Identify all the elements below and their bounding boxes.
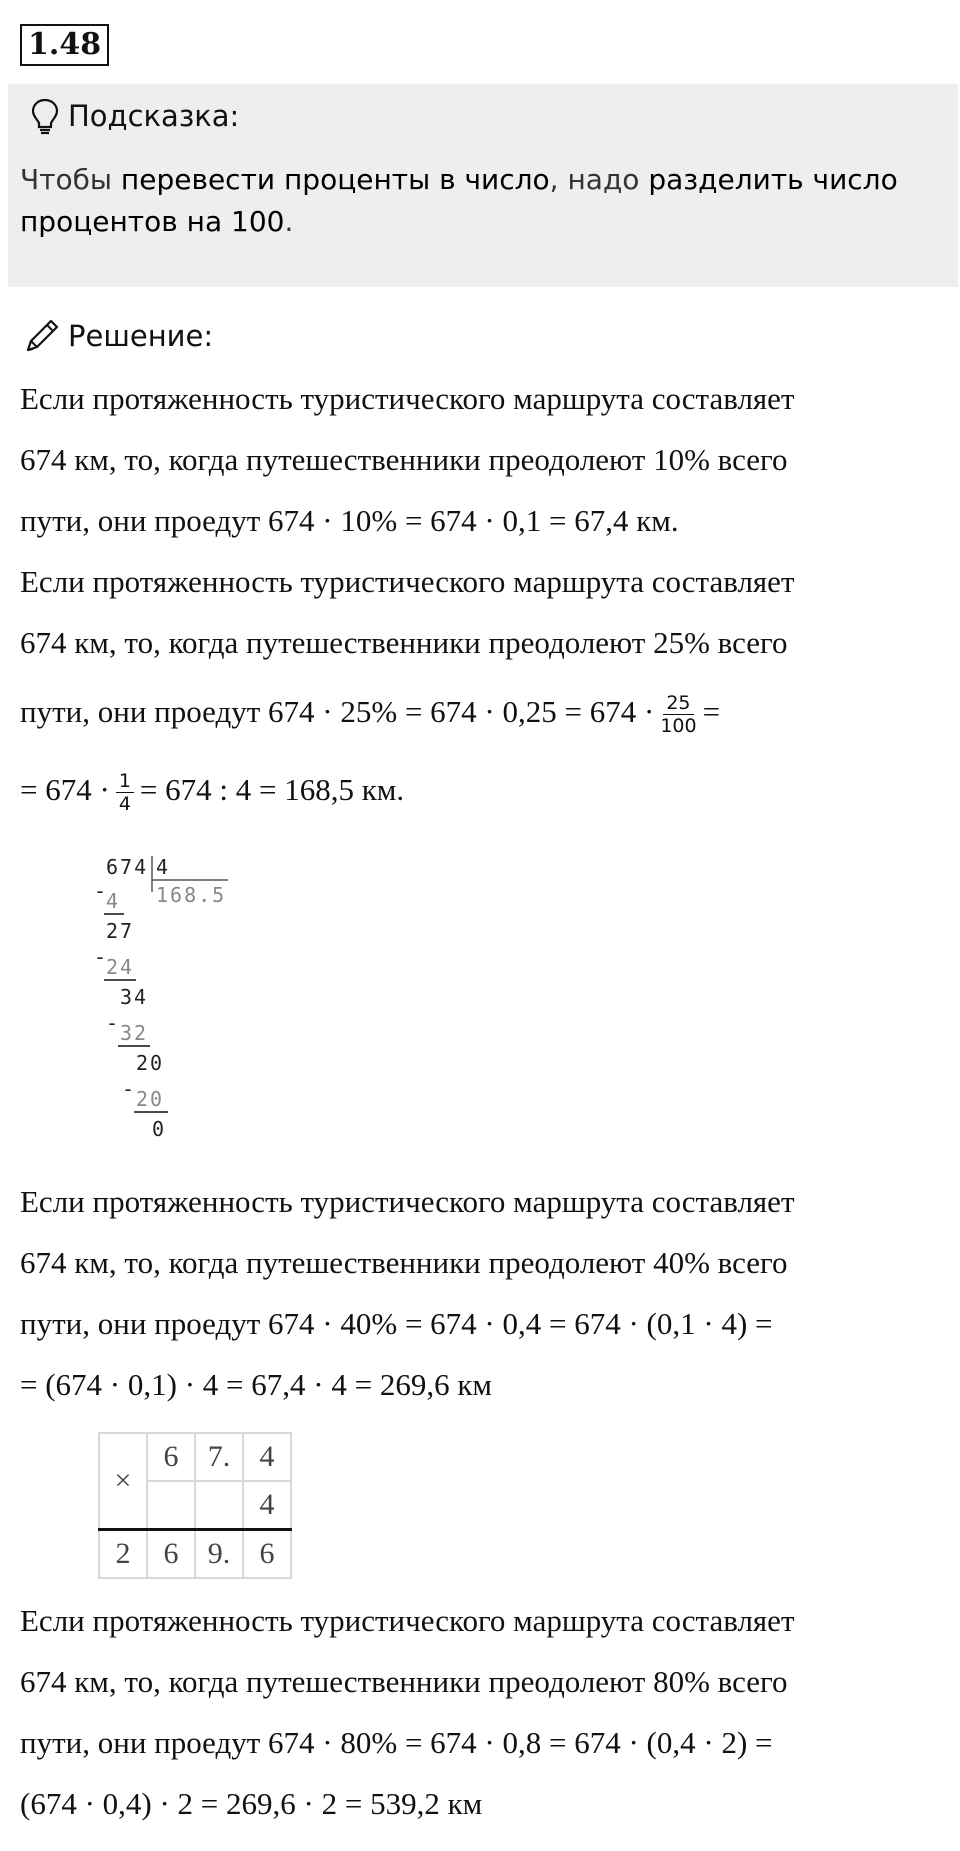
division-step: 0 xyxy=(152,1117,165,1141)
text-line: = 674 · $\frac{1}{4}$ = 674 : 4 = 168,5 км. xyxy=(20,770,405,816)
solution-paragraph-10-percent xyxy=(20,368,795,551)
digit-cell: 4 xyxy=(243,1433,291,1481)
division-minus: - xyxy=(94,879,107,903)
solution-paragraph-40-percent xyxy=(20,1171,795,1415)
fraction: $\frac{25}{100}$ xyxy=(660,692,697,738)
digit-cell xyxy=(147,1481,195,1530)
text-line: Если протяженность туристического маршрута составляет xyxy=(20,564,795,599)
division-step: 32 xyxy=(120,1021,149,1045)
solution-paragraph-25-percent xyxy=(20,551,795,829)
division-minus: - xyxy=(122,1077,135,1101)
division-step: 34 xyxy=(120,985,149,1009)
hint-key-phrase-2: разделить число процентов на 100 xyxy=(20,163,898,238)
result-cell: 2 xyxy=(99,1530,147,1579)
division-divisor: 4 xyxy=(156,855,169,879)
division-step: 27 xyxy=(106,919,135,943)
result-cell: 6 xyxy=(243,1530,291,1579)
division-step: 20 xyxy=(136,1087,165,1111)
text-line: пути, они проедут 674 · 80% = 674 · 0,8 = 674 · (0,4 · 2) = xyxy=(20,1725,773,1760)
division-quotient: 168.5 xyxy=(156,883,227,907)
digit-cell xyxy=(195,1481,243,1530)
digit-cell: 4 xyxy=(243,1481,291,1530)
hint-box xyxy=(8,84,958,287)
division-step: 4 xyxy=(106,889,119,913)
text-line: 674 км, то, когда путешественники преодолеют 10% всего xyxy=(20,442,788,477)
text-line: пути, они проедут 674 · 25% = 674 · 0,25 = 674 · $\frac{25}{100}$ = xyxy=(20,692,721,738)
text-line: пути, они проедут 674 · 40% = 674 · 0,4 = 674 · (0,1 · 4) = xyxy=(20,1306,773,1341)
text-line: 674 км, то, когда путешественники преодолеют 40% всего xyxy=(20,1245,788,1280)
column-multiplication xyxy=(98,1432,292,1579)
solution-title: Решение: xyxy=(68,319,214,353)
lightbulb-icon xyxy=(30,97,60,135)
pencil-icon xyxy=(22,316,62,356)
hint-header xyxy=(30,96,239,136)
digit-cell: 6 xyxy=(147,1433,195,1481)
text-line: 674 км, то, когда путешественники преодолеют 80% всего xyxy=(20,1664,788,1699)
digit-cell: 7. xyxy=(195,1433,243,1481)
long-division xyxy=(90,852,290,1152)
text-line: пути, они проедут 674 · 10% = 674 · 0,1 = 67,4 км. xyxy=(20,503,679,538)
division-minus: - xyxy=(94,945,107,969)
text-line: (674 · 0,4) · 2 = 269,6 · 2 = 539,2 км xyxy=(20,1786,483,1821)
division-minus: - xyxy=(106,1011,119,1035)
division-dividend: 674 xyxy=(106,855,149,879)
text-line: 674 км, то, когда путешественники преодолеют 25% всего xyxy=(20,625,788,660)
division-step: 24 xyxy=(106,955,135,979)
text-line: Если протяженность туристического маршрута составляет xyxy=(20,1603,795,1638)
text-line: = (674 · 0,1) · 4 = 67,4 · 4 = 269,6 км xyxy=(20,1367,492,1402)
hint-key-phrase-1: перевести проценты в число xyxy=(120,163,550,196)
result-cell: 6 xyxy=(147,1530,195,1579)
fraction: $\frac{1}{4}$ xyxy=(116,770,134,815)
result-cell: 9. xyxy=(195,1530,243,1579)
solution-paragraph-80-percent xyxy=(20,1590,795,1834)
multiply-sign: × xyxy=(99,1433,147,1530)
text-line: Если протяженность туристического маршрута составляет xyxy=(20,381,795,416)
text-line: Если протяженность туристического маршрута составляет xyxy=(20,1184,795,1219)
hint-title: Подсказка: xyxy=(68,99,240,133)
task-number: 1.48 xyxy=(20,24,109,66)
hint-text: Чтобы перевести проценты в число, надо разделить число процентов на 100. xyxy=(20,163,898,238)
solution-header xyxy=(22,314,213,358)
division-step: 20 xyxy=(136,1051,165,1075)
